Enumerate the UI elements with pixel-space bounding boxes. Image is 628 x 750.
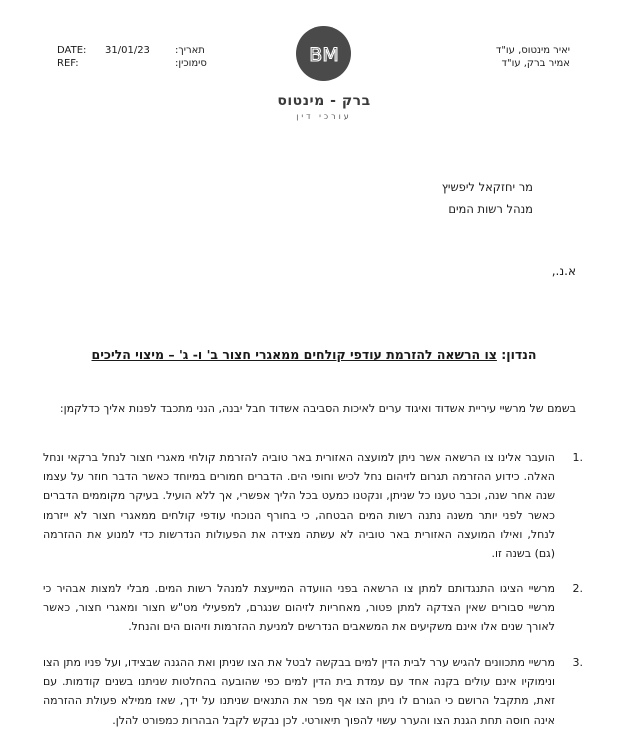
ref-label-hebrew: סימוכין:: [175, 58, 207, 69]
ref-value: [105, 57, 165, 70]
recipient-block: [442, 176, 533, 220]
item-number: 1.: [572, 451, 583, 464]
lawyers-block: [496, 44, 570, 70]
greeting: א.נ.,: [551, 264, 576, 278]
firm-name: ברק - מינטוס: [277, 93, 371, 109]
item-text: מרשיי הציגו התנגדותם למתן צו הרשאה בפני הוועדה המייעצת למנהל רשות המים. מבלי למצות אבהיר כי מרשיי סבורים שאין הצדקה למתן פטור, מאחריות לזיהום שנגרם, למפעילי מט"ש חצור ומאגרי חצור, כאשר לאורך שנים אלו אינם משקיעים את המשאבים הנדרשים למניעת ההזרמות וזיהום הים והנחל.: [43, 582, 555, 634]
date-value: 31/01/23: [105, 45, 150, 56]
subject-prefix: הנדון:: [501, 347, 537, 362]
lawyer-name: יאיר מינטוס, עו"ד: [495, 45, 570, 56]
numbered-item: [43, 579, 583, 637]
firm-logo: [296, 26, 351, 81]
lawyer-name: אמיר ברק, עו"ד: [501, 58, 570, 69]
date-label-hebrew: תאריך:: [175, 45, 205, 56]
date-ref-block: [57, 44, 227, 70]
recipient-title: מנהל רשות המים: [448, 202, 533, 216]
numbered-item: [43, 448, 583, 563]
item-number: 3.: [572, 656, 583, 669]
numbered-item: [43, 653, 583, 730]
logo-text: BM: [308, 43, 339, 66]
date-row: [57, 44, 227, 57]
item-text: הועבר אלינו צו הרשאה אשר ניתן למועצה האזורית באר טוביה להזרמת קולחי מאגרי חצור לנחל ברקאי ונחל האלה. כידוע ההזרמה תגרום לזיהום נחל לכיש וחופי הים. הדברים חמורים במיוחד כאשר הדבר חוזר על עצמו שנה אחר שנה, וכבר טענו כל שניתן, ונקטנו כמעט בכל הליך אפשרי, אך ללא הועיל. בעיקר מקוממים הדברים כאשר לפני יותר משנה נתנה רשות המים הבטחה, כי בחורף הנוכחי עודפי קולחים ממאגרי חצור לא ייזרמו לנחל, ואילו המועצה האזורית באר טוביה לא עשתה מצידה את הפעולות הנדרשות כדי למנוע את ההזרמה (גם) בשנה זו.: [43, 451, 555, 561]
subject-line: [60, 347, 568, 362]
date-label: DATE:: [57, 45, 87, 56]
bm-logo-icon: [304, 41, 344, 67]
firm-subtitle: עורכי דין: [296, 112, 352, 121]
ref-row: [57, 57, 227, 70]
subject-text: צו הרשאה להזרמת עודפי קולחים ממאגרי חצור ב' ו- ג' – מיצוי הליכים: [91, 347, 497, 362]
item-text: מרשיי מתכוונים להגיש ערר לבית הדין למים בבקשה לבטל את הצו שניתן ואת ההגנה שבצידו, ועל פניו מתן הצו ונימוקיו אינם עולים בקנה אחד עם עמדת בית הדין למים כפי שהובעה בהחלטות שניתנו בשנים קודמות. עם זאת, מתקבל הרושם כי הגורם לו ניתן הצו אף מפר את התנאים שניתנו על ידך, שאז ממילא פעולת ההזרמה אינה חוסה תחת הגנת הצו והערר עשוי להפוך תיאורטי. לכן נבקש לקבל הבהרות כמפורט להלן.: [43, 656, 555, 727]
intro-paragraph: בשמם של מרשיי עיריית אשדוד ואיגוד ערים לאיכות הסביבה אשדוד חבל יבנה, הנני מתכבד לפנות אליך כדלקמן:: [59, 402, 576, 415]
ref-label: REF:: [57, 58, 79, 69]
recipient-name: מר יחזקאל ליפשיץ: [441, 180, 533, 194]
item-number: 2.: [572, 582, 583, 595]
